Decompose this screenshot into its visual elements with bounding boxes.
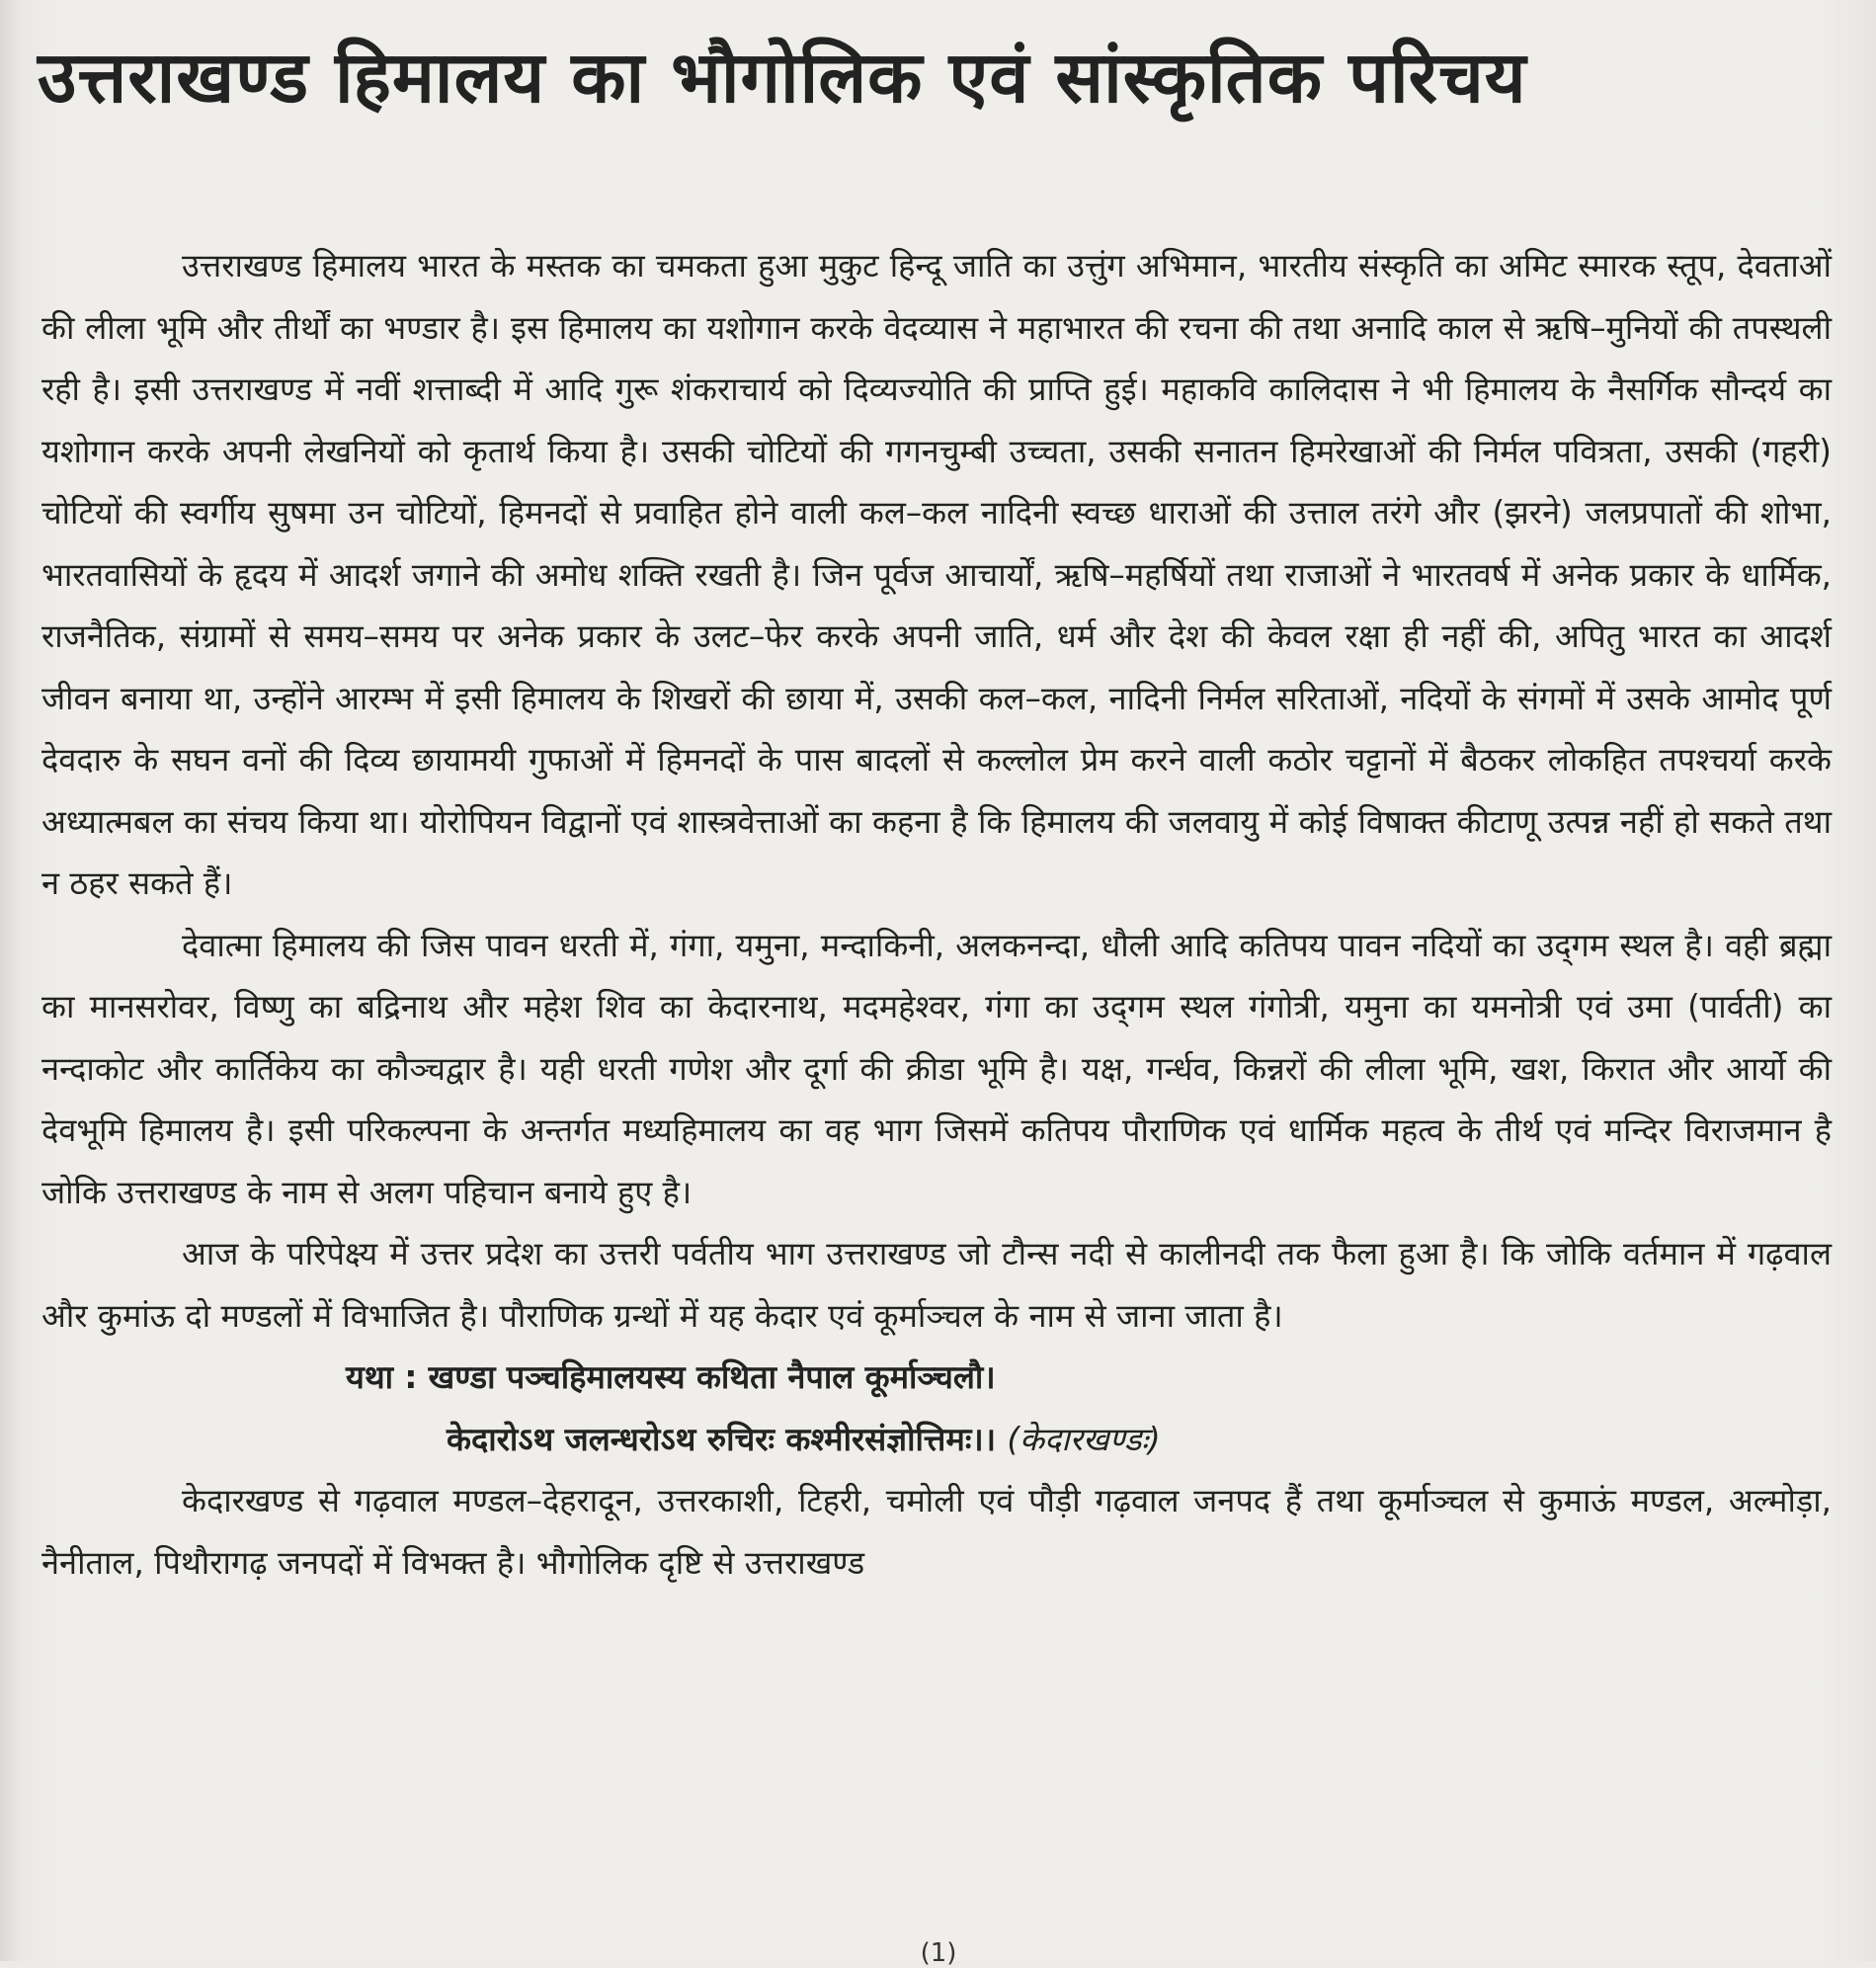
body-text <box>41 235 1832 1594</box>
paragraph-present-context: आज के परिपेक्ष्य में उत्तर प्रदेश का उत्तरी पर्वतीय भाग उत्तराखण्ड जो टौन्स नदी से कालीनदी तक फैला हुआ है। कि जोकि वर्तमान में गढ़वाल और कुमांऊ दो मण्डलों में विभाजित है। पौराणिक ग्रन्थों में यह केदार एवं कूर्माञ्चल के नाम से जाना जाता है। <box>41 1235 1832 1335</box>
paragraph-kedarkhand: केदारखण्ड से गढ़वाल मण्डल–देहरादून, उत्तरकाशी, टिहरी, चमोली एवं पौड़ी गढ़वाल जनपद हैं तथा कूर्माञ्चल से कुमाऊं मण्डल, अल्मोड़ा, नैनीताल, पिथौरागढ़ जनपदों में विभक्त है। भौगोलिक दृष्टि से उत्तराखण्ड <box>41 1482 1832 1582</box>
verse-source: (केदारखण्डः) <box>1007 1420 1161 1458</box>
verse-line-2-text: केदारोऽथ जलन्धरोऽथ रुचिरः कश्मीरसंज्ञोत्तिमः।। <box>447 1420 997 1458</box>
page-title: उत्तराखण्ड हिमालय का भौगोलिक एवं सांस्कृतिक परिचय <box>38 36 1527 119</box>
verse-line-1: यथा : खण्डा पञ्चहिमालयस्य कथिता नैपाल कूर्माञ्चलौ। <box>346 1358 996 1396</box>
paragraph-devatma: देवात्मा हिमालय की जिस पावन धरती में, गंगा, यमुना, मन्दाकिनी, अलकनन्दा, धौली आदि कतिपय पावन नदियों का उद्‌गम स्थल है। वही ब्रह्मा का मानसरोवर, विष्णु का बद्रिनाथ और महेश शिव का केदारनाथ, मदमहेश्वर, गंगा का उद्‌गम स्थल गंगोत्री, यमुना का यमनोत्री एवं उमा (पार्वती) का नन्दाकोट और कार्तिकेय का कौञ्चद्वार है। यही धरती गणेश और दूर्गा की क्रीडा भूमि है। यक्ष, गर्न्धव, किन्नरों की लीला भूमि, खश, किरात और आर्यो की देवभूमि हिमालय है। इसी परिकल्पना के अन्तर्गत मध्यहिमालय का वह भाग जिसमें कतिपय पौराणिक एवं धार्मिक महत्व के तीर्थ एवं मन्दिर विराजमान है जोकि उत्तराखण्ड के नाम से अलग पहिचान बनाये हुए है। <box>41 926 1832 1211</box>
page-number: (1) <box>920 1938 957 1968</box>
verse-line-2 <box>41 1409 1832 1471</box>
paragraph-intro: उत्तराखण्ड हिमालय भारत के मस्तक का चमकता हुआ मुकुट हिन्दू जाति का उत्तुंग अभिमान, भारतीय संस्कृति का अमिट स्मारक स्तूप, देवताओं की लीला भूमि और तीर्थों का भण्डार है। इस हिमालय का यशोगान करके वेदव्यास ने महाभारत की रचना की तथा अनादि काल से ऋषि–मुनियों की तपस्थली रही है। इसी उत्तराखण्ड में नवीं शत्ताब्दी में आदि गुरू शंकराचार्य को दिव्यज्योति की प्राप्ति हुई। महाकवि कालिदास ने भी हिमालय के नैसर्गिक सौन्दर्य का यशोगान करके अपनी लेखनियों को कृतार्थ किया है। उसकी चोटियों की गगनचुम्बी उच्चता, उसकी सनातन हिमरेखाओं की निर्मल पवित्रता, उसकी (गहरी) चोटियों की स्वर्गीय सुषमा उन चोटियों, हिमनदों से प्रवाहित होने वाली कल–कल नादिनी स्वच्छ धाराओं की उत्ताल तरंगे और (झरने) जलप्रपातों की शोभा, भारतवासियों के हृदय में आदर्श जगाने की अमोध शक्ति रखती है। जिन पूर्वज आचार्यों, ऋषि–महर्षियों तथा राजाओं ने भारतवर्ष में अनेक प्रकार के धार्मिक, राजनैतिक, संग्रामों से समय–समय पर अनेक प्रकार के उलट–फेर करके अपनी जाति, धर्म और देश की केवल रक्षा ही नहीं की, अपितु भारत का आदर्श जीवन बनाया था, उन्होंने आरम्भ में इसी हिमालय के शिखरों की छाया में, उसकी कल–कल, नादिनी निर्मल सरिताओं, नदियों के संगमों में उसके आमोद पूर्ण देवदारु के सघन वनों की दिव्य छायामयी गुफाओं में हिमनदों के पास बादलों से कल्लोल प्रेम करने वाली कठोर चट्टानों में बैठकर लोकहित तपश्चर्या करके अध्यात्मबल का संचय किया था। योरोपियन विद्वानों एवं शास्त्रवेत्ताओं का कहना है कि हिमालय की जलवायु में कोई विषाक्त कीटाणू उत्पन्न नहीं हो सकते तथा न ठहर सकते हैं। <box>41 247 1833 902</box>
